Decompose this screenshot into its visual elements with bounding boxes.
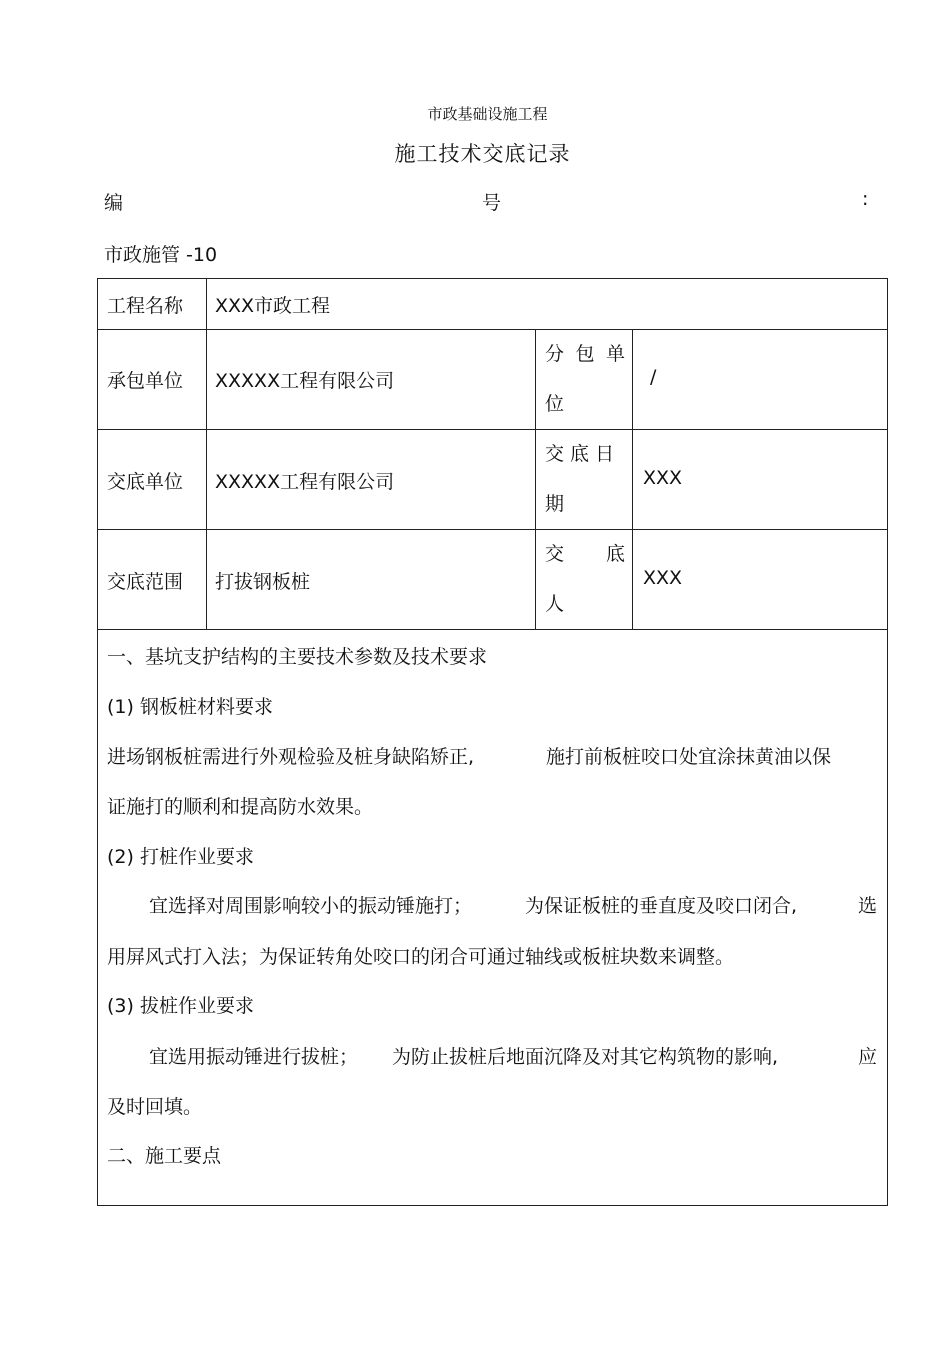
discloser-label-char-1: 交	[545, 543, 565, 565]
section-heading-1: 一、基坑支护结构的主要技术参数及技术要求	[107, 646, 488, 668]
item-2-line-1c: 选	[858, 895, 878, 917]
project-name-label: 工程名称	[107, 295, 184, 317]
code-label-char-2: 号	[482, 192, 502, 214]
column-divider	[535, 329, 536, 629]
code-row	[104, 188, 870, 216]
row-divider	[98, 529, 887, 530]
column-divider	[632, 329, 633, 629]
item-3-line-1c: 应	[858, 1046, 878, 1068]
contractor-value: XXXXX工程有限公司	[215, 370, 395, 392]
disclosure-date-label	[545, 429, 625, 529]
contractor-label: 承包单位	[107, 370, 184, 392]
disclosure-date-label-line-1: 交 底 日	[545, 443, 615, 465]
discloser-label	[545, 529, 625, 629]
item-1-title: (1) 钢板桩材料要求	[107, 696, 273, 718]
item-3-line-1a: 宜选用振动锤进行拔桩；	[149, 1046, 359, 1068]
discloser-label-line-2: 人	[545, 593, 565, 615]
discloser-label-char-2: 底	[605, 543, 625, 565]
section-heading-2: 二、施工要点	[107, 1145, 222, 1167]
project-name-value: XXX市政工程	[215, 295, 331, 317]
info-table	[97, 278, 888, 630]
code-label-char-1: 编	[104, 192, 124, 214]
column-divider	[206, 279, 207, 629]
item-1-line-1a: 进场钢板桩需进行外观检验及桩身缺陷矫正,	[107, 746, 475, 768]
subcontractor-label-line-1: 分 包 单	[545, 343, 625, 365]
scope-value: 打拔钢板桩	[215, 571, 311, 593]
item-2-line-1b: 为保证板桩的垂直度及咬口闭合,	[525, 895, 798, 917]
item-2-line-1a: 宜选择对周围影响较小的振动锤施打；	[149, 895, 473, 917]
row-divider	[98, 429, 887, 430]
subcontractor-label-line-2: 位	[545, 393, 565, 415]
item-3-line-1b: 为防止拔桩后地面沉降及对其它构筑物的影响,	[392, 1046, 779, 1068]
code-colon: :	[862, 188, 869, 210]
subcontractor-label	[545, 329, 625, 429]
item-3-title: (3) 拔桩作业要求	[107, 995, 254, 1017]
document-title: 施工技术交底记录	[394, 142, 571, 166]
row-divider	[98, 329, 887, 330]
item-2-line-2: 用屏风式打入法；为保证转角处咬口的闭合可通过轴线或板桩块数来调整。	[107, 946, 735, 968]
item-1-line-2: 证施打的顺利和提高防水效果。	[107, 796, 374, 818]
disclosing-unit-label: 交底单位	[107, 471, 184, 493]
code-value: 市政施管 -10	[104, 244, 218, 266]
scope-label: 交底范围	[107, 571, 184, 593]
item-3-line-2: 及时回填。	[107, 1096, 203, 1118]
document-category: 市政基础设施工程	[427, 105, 548, 123]
discloser-value: XXX	[643, 567, 683, 589]
disclosure-date-label-line-2: 期	[545, 493, 565, 515]
disclosure-content	[97, 629, 888, 1206]
subcontractor-value: /	[650, 366, 657, 388]
item-1-line-1b: 施打前板桩咬口处宜涂抹黄油以保	[546, 746, 832, 768]
item-2-title: (2) 打桩作业要求	[107, 846, 254, 868]
disclosure-date-value: XXX	[643, 467, 683, 489]
disclosing-unit-value: XXXXX工程有限公司	[215, 471, 395, 493]
